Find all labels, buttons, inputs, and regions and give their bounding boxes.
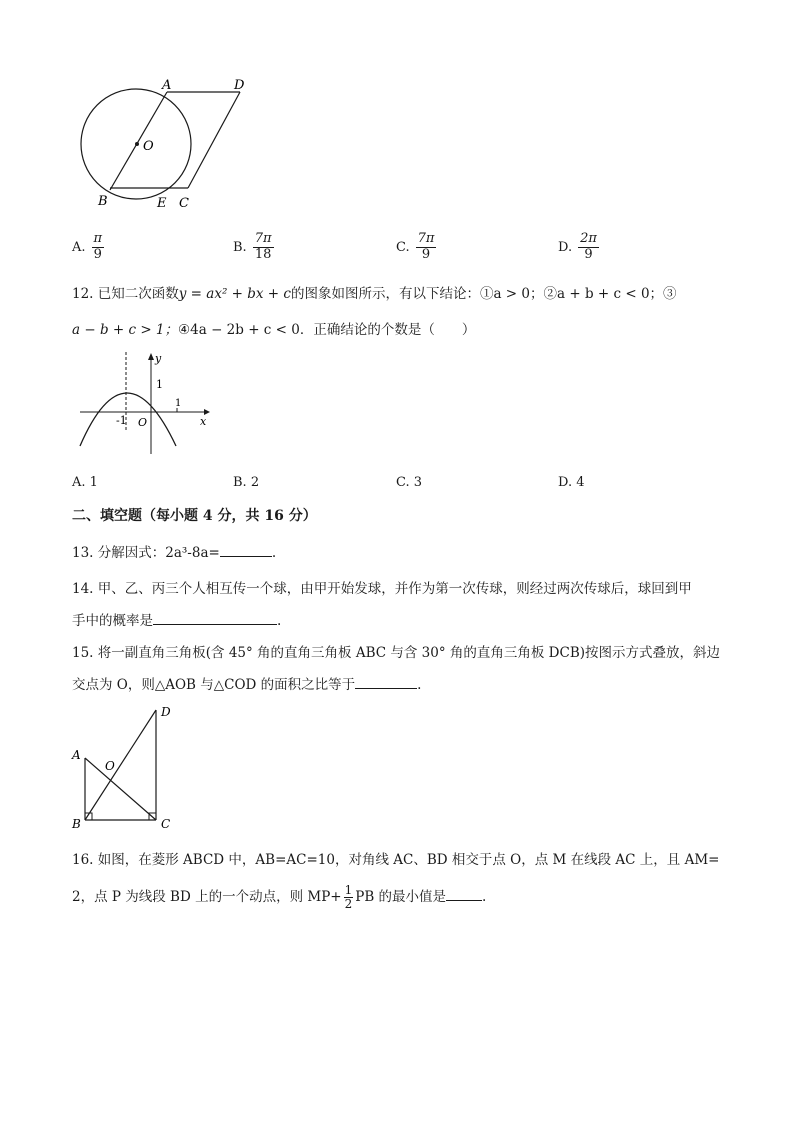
circle-parallelogram-figure bbox=[70, 70, 270, 215]
section-2-heading: 二、填空题（每小题 4 分，共 16 分） bbox=[72, 508, 317, 524]
q13-line: 13. 分解因式：2a³-8a= . bbox=[72, 545, 277, 561]
label-x: x bbox=[200, 415, 207, 428]
q16-answer-blank[interactable] bbox=[446, 900, 482, 901]
label-a: A bbox=[162, 78, 172, 93]
center-point-o bbox=[135, 142, 139, 146]
segment-dc bbox=[188, 92, 240, 188]
label-c: C bbox=[161, 817, 171, 831]
triangles-figure bbox=[68, 700, 188, 835]
label-d: D bbox=[234, 78, 245, 93]
label-one-x: 1 bbox=[175, 398, 182, 409]
y-axis-arrow bbox=[148, 353, 154, 360]
q15-line2: 交点为 O，则△AOB 与△COD 的面积之比等于 . bbox=[72, 677, 422, 693]
segment-ab bbox=[110, 92, 167, 190]
parabola-curve bbox=[80, 393, 176, 446]
label-c: C bbox=[179, 196, 189, 211]
q15-line1: 15. 将一副直角三角板(含 45° 角的直角三角板 ABC 与含 30° 角的直角三角板 DCB)按图示方式叠放，斜边 bbox=[72, 645, 721, 661]
label-one-y: 1 bbox=[156, 378, 163, 391]
q11-option-c: C. $\frac{7\pi}{9}$ bbox=[396, 231, 435, 262]
q16-line2: 2，点 P 为线段 BD 上的一个动点，则 MP+ $\frac{1}{2}$ PB 的最小值是 . bbox=[72, 883, 487, 912]
q12-option-c: C. 3 bbox=[396, 475, 423, 490]
q14-line2: 手中的概率是 . bbox=[72, 613, 282, 629]
label-neg-one: -1 bbox=[116, 414, 127, 427]
q11-option-d: D. $\frac{2\pi}{9}$ bbox=[558, 231, 597, 262]
label-origin: O bbox=[138, 416, 148, 429]
label-d: D bbox=[161, 705, 171, 719]
label-y: y bbox=[155, 352, 162, 365]
q12-line2: a − b + c > 1；④4a − 2b + c < 0．正确结论的个数是（ ） bbox=[72, 322, 476, 338]
label-o: O bbox=[143, 139, 154, 154]
q16-line1: 16. 如图，在菱形 ABCD 中，AB=AC=10，对角线 AC、BD 相交于点 O，点 M 在线段 AC 上，且 AM= bbox=[72, 852, 720, 868]
label-b: B bbox=[72, 817, 81, 831]
q12-option-d: D. 4 bbox=[558, 475, 585, 490]
q12-option-a: A. 1 bbox=[72, 475, 98, 490]
q14-line1: 14. 甲、乙、丙三个人相互传一个球，由甲开始发球，并作为第一次传球，则经过两次传球后，球回到甲 bbox=[72, 581, 692, 597]
q12-line1: 12. 已知二次函数y = ax² + bx + c的图象如图所示，有以下结论：①a > 0；②a + b + c < 0；③ bbox=[72, 286, 677, 302]
label-b: B bbox=[98, 194, 108, 209]
q11-option-a: A. $\frac{\pi}{9}$ bbox=[72, 231, 103, 262]
q14-answer-blank[interactable] bbox=[153, 624, 277, 625]
label-a: A bbox=[72, 748, 81, 762]
q13-answer-blank[interactable] bbox=[220, 556, 272, 557]
parabola-graph bbox=[76, 350, 216, 456]
segment-ac bbox=[85, 758, 156, 820]
q12-option-b: B. 2 bbox=[233, 475, 260, 490]
segment-db bbox=[85, 710, 156, 820]
q16-fraction: $\frac{1}{2}$ bbox=[344, 883, 353, 912]
q15-answer-blank[interactable] bbox=[355, 688, 417, 689]
label-e: E bbox=[157, 196, 167, 211]
label-o: O bbox=[105, 759, 115, 773]
q11-option-b: B. $\frac{7\pi}{18}$ bbox=[233, 231, 272, 262]
